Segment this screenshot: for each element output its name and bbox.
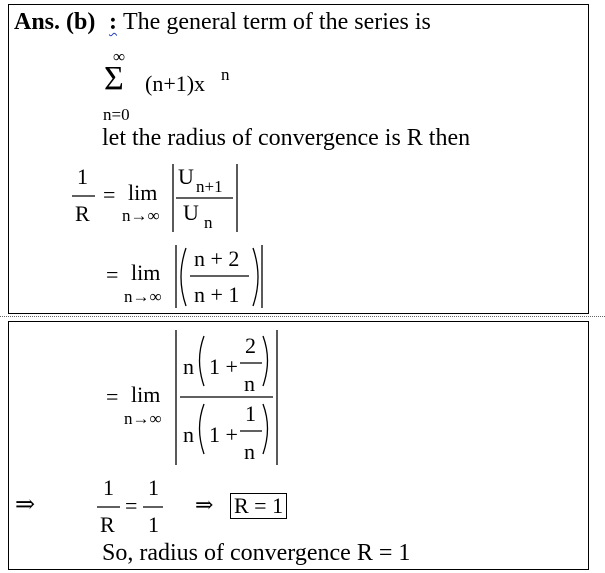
step1-numerator-U: U bbox=[178, 164, 194, 189]
sum-upper-limit: ∞ bbox=[113, 47, 126, 66]
step1-lim: lim bbox=[128, 180, 158, 205]
step4-rhs-denominator: 1 bbox=[148, 512, 159, 537]
series-exponent: n bbox=[221, 65, 230, 84]
step2-lim: lim bbox=[131, 260, 161, 285]
sum-lower-limit: n=0 bbox=[103, 105, 130, 124]
step3-limit-sub: n→∞ bbox=[124, 409, 162, 428]
step3-den-paren-left bbox=[200, 404, 205, 454]
step3-num-frac-numerator: 2 bbox=[245, 333, 256, 358]
step3-den-frac-denominator: n bbox=[244, 439, 255, 464]
step3-num-frac-denominator: n bbox=[244, 371, 255, 396]
conclusion-text: So, radius of convergence R = 1 bbox=[102, 540, 411, 566]
step4-rhs-numerator: 1 bbox=[148, 475, 159, 500]
step3-num-paren-right bbox=[263, 336, 268, 386]
step1-denominator-U: U bbox=[183, 200, 199, 225]
statement-text: The general term of the series is bbox=[123, 9, 431, 35]
step3-num-n: n bbox=[183, 354, 194, 379]
step2-paren-right bbox=[253, 248, 258, 306]
boxed-result: R = 1 bbox=[230, 493, 287, 519]
step3-den-n: n bbox=[183, 422, 194, 447]
step1-denominator-sub: n bbox=[204, 213, 213, 232]
step4-lhs-denominator: R bbox=[100, 512, 115, 537]
step3-den-one-plus: 1 + bbox=[209, 422, 238, 447]
step2-limit-sub: n→∞ bbox=[124, 287, 162, 306]
step3-lim: lim bbox=[131, 382, 161, 407]
step3-den-frac-numerator: 1 bbox=[245, 401, 256, 426]
step3-num-paren-left bbox=[200, 336, 205, 386]
step4-equals: = bbox=[125, 493, 138, 518]
implies-symbol-left: ⇒ bbox=[15, 492, 36, 518]
step3-num-one-plus: 1 + bbox=[209, 354, 238, 379]
step1-numerator-sub: n+1 bbox=[196, 177, 223, 196]
step1-lhs-numerator: 1 bbox=[77, 164, 88, 189]
step1-equals: = bbox=[103, 182, 116, 207]
sigma-symbol: Σ bbox=[104, 60, 124, 97]
answer-label: Ans. (b) bbox=[14, 9, 96, 35]
step2-numerator: n + 2 bbox=[194, 246, 240, 271]
step1-lhs-denominator: R bbox=[75, 201, 90, 226]
step2-equals: = bbox=[106, 262, 119, 287]
series-term: (n+1)x bbox=[145, 71, 206, 96]
radius-statement: let the radius of convergence is R then bbox=[102, 125, 471, 151]
answer-colon: : bbox=[109, 9, 117, 35]
step4-lhs-numerator: 1 bbox=[103, 475, 114, 500]
step3-den-paren-right bbox=[263, 404, 268, 454]
step3-equals: = bbox=[106, 384, 119, 409]
implies-symbol-right: ⇒ bbox=[195, 492, 214, 517]
step2-paren-left bbox=[181, 248, 186, 306]
step1-limit-sub: n→∞ bbox=[122, 206, 160, 225]
step2-denominator: n + 1 bbox=[194, 282, 240, 307]
